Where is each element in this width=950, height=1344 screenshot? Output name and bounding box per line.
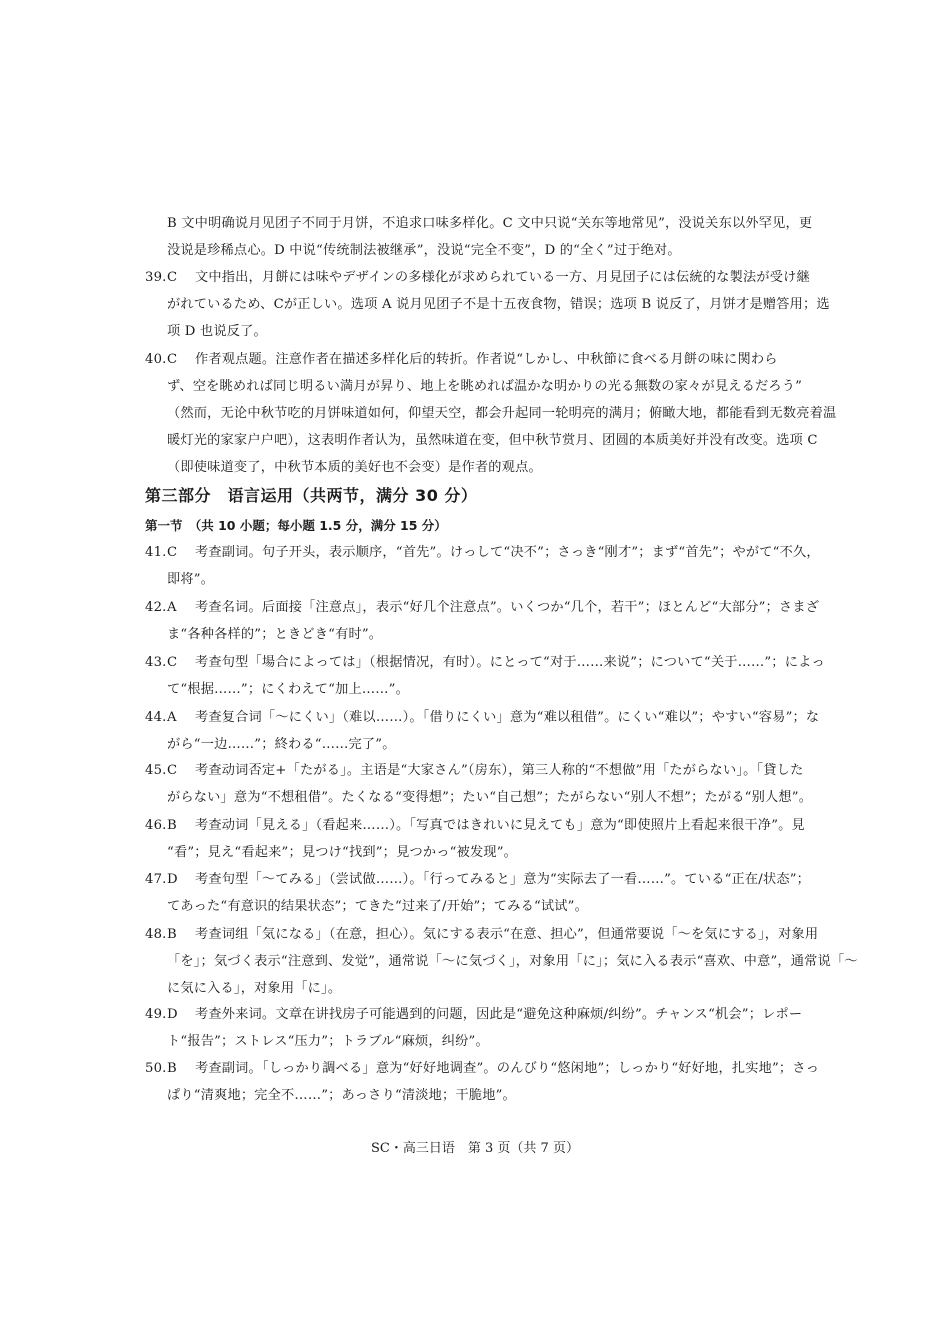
- answer-item-41: [145, 539, 820, 593]
- page-footer: SC・高三日语 第 3 页（共 7 页）: [371, 1141, 579, 1156]
- item-line: （即使味道变了，中秋节本质的美好也不会变）是作者的观点。: [167, 460, 542, 475]
- item-number: 43.: [145, 655, 167, 670]
- item-line: 考查动词否定+「たがる」。主语是“大家さん”（房东），第三人称的“不想做”用「たがらない」。「貸した: [195, 763, 804, 778]
- item-line: ぱり“清爽地；完全不……”；あっさり“清淡地；干脆地”。: [167, 1088, 516, 1103]
- item-number: 48.: [145, 927, 167, 942]
- item-line: 项 D 也说反了。: [167, 324, 267, 339]
- item-line: 作者观点题。注意作者在描述多样化后的转折。作者说“しかし、中秋節に食べる月餅の味に関わら: [195, 352, 778, 367]
- item-line: 考查复合词「～にくい」（难以……）。「借りにくい」意为“难以租借”。にくい“难以”；やすい“容易”；な: [195, 710, 820, 725]
- item-answer: B: [167, 1061, 177, 1076]
- item-line: （然而，无论中秋节吃的月饼味道如何，仰望天空，都会升起同一轮明亮的满月；俯瞰大地，都能看到无数亮着温: [167, 406, 837, 421]
- item-line: 考查句型「場合によっては」（根据情况，有时）。にとって“对于……来说”；について“关于……”；によっ: [195, 655, 825, 670]
- intro-line-2: 没说是珍稀点心。D 中说“传统制法被继承”，没说“完全不变”，D 的“全く”过于绝对。: [167, 243, 681, 258]
- item-number: 46.: [145, 818, 167, 833]
- section-heading: 第一节 （共 10 小题；每小题 1.5 分，满分 15 分）: [145, 518, 447, 533]
- item-number: 41.: [145, 545, 167, 560]
- answer-item-39: [145, 264, 830, 345]
- item-answer: C: [167, 763, 178, 778]
- item-line: 考查词组「気になる」（在意，担心）。気にする表示“在意、担心”，但通常要说「～を気にする」，对象用: [195, 927, 819, 942]
- item-number: 44.: [145, 710, 167, 725]
- answer-item-40: [145, 346, 837, 481]
- item-line: がら“一边……”；終わる“……完了”。: [167, 737, 396, 752]
- item-line: ま“各种各样的”；ときどき“有时”。: [167, 627, 383, 642]
- answer-item-49: [145, 1001, 815, 1055]
- item-line: 即将”。: [167, 572, 215, 587]
- item-answer: C: [167, 655, 178, 670]
- answer-item-42: [145, 594, 820, 648]
- answer-item-47: [145, 866, 815, 920]
- item-line: に気に入る」，对象用「に」。: [167, 981, 342, 996]
- item-number: 47.: [145, 872, 167, 887]
- item-answer: A: [167, 600, 177, 615]
- item-answer: C: [167, 352, 178, 367]
- item-answer: D: [167, 1007, 178, 1022]
- item-number: 50.: [145, 1061, 167, 1076]
- answer-item-44: [145, 704, 820, 758]
- item-line: 考查外来词。文章在讲找房子可能遇到的问题，因此是“避免这种麻烦/纠纷”。チャンス“机会”；レポー: [195, 1007, 803, 1022]
- answer-item-46: [145, 812, 815, 866]
- answer-item-48: [145, 921, 858, 1002]
- answer-item-43: [145, 649, 825, 703]
- item-line: “看”；見え“看起来”；見つけ“找到”；見つかっ“被发现”。: [167, 845, 518, 860]
- item-number: 45.: [145, 763, 167, 778]
- item-answer: B: [167, 927, 177, 942]
- item-answer: A: [167, 710, 177, 725]
- item-answer: B: [167, 818, 177, 833]
- item-line: 考查副词。「しっかり調べる」意为“好好地调查”。のんびり“悠闲地”；しっかり“好好地，扎实地”；さっ: [195, 1061, 820, 1076]
- item-number: 40.: [145, 352, 167, 367]
- item-line: ず、空を眺めれば同じ明るい満月が昇り、地上を眺めれば温かな明かりの光る無数の家々が見えるだろう”: [167, 379, 803, 394]
- item-line: 考查副词。句子开头，表示顺序，“首先”。けっして“决不”；さっき“刚才”；まず“首先”；やがて“不久，: [195, 545, 820, 560]
- item-number: 39.: [145, 270, 167, 285]
- item-line: がらない」意为“不想租借”。たくなる“变得想”；たい“自己想”；たがらない“别人不想”；たがる“别人想”。: [167, 790, 813, 805]
- item-answer: D: [167, 872, 178, 887]
- item-line: 文中指出，月餅には味やデザインの多様化が求められている一方、月見団子には伝統的な製法が受け継: [195, 270, 810, 285]
- item-answer: C: [167, 545, 178, 560]
- answer-item-45: [145, 757, 815, 811]
- item-line: 考查句型「～てみる」（尝试做……）。「行ってみると」意为“实际去了一看……”。ている“正在/状态”；: [195, 872, 811, 887]
- item-number: 49.: [145, 1007, 167, 1022]
- part-heading: 第三部分 语言运用（共两节，满分 30 分）: [145, 486, 478, 505]
- item-line: ト“报告”；ストレス“压力”；トラブル“麻烦，纠纷”。: [167, 1034, 489, 1049]
- answer-item-50: [145, 1055, 820, 1109]
- item-line: てあった“有意识的结果状态”；てきた“过来了/开始”；てみる“试试”。: [167, 899, 589, 914]
- item-line: がれているため、Cが正しい。选项 A 说月见团子不是十五夜食物，错误；选项 B 说反了，月饼才是赠答用；选: [167, 297, 830, 312]
- intro-line-1: B 文中明确说月见团子不同于月饼，不追求口味多样化。C 文中只说“关东等地常见”，没说关东以外罕见，更: [167, 216, 813, 231]
- item-line: 「を」；気づく表示“注意到、发觉”，通常说「～に気づく」，对象用「に」；気に入る表示“喜欢、中意”，通常说「～: [167, 954, 858, 969]
- item-line: 考查名词。后面接「注意点」，表示“好几个注意点”。いくつか“几个，若干”；ほとんど“大部分”；さまざ: [195, 600, 820, 615]
- intro-paragraph: [145, 210, 815, 264]
- item-line: て“根据……”；にくわえて“加上……”。: [167, 682, 409, 697]
- item-answer: C: [167, 270, 178, 285]
- item-line: 考查动词「見える」（看起来……）。「写真ではきれいに見えても」意为“即使照片上看起来很干净”。見: [195, 818, 805, 833]
- item-line: 暖灯光的家家户户吧），这表明作者认为，虽然味道在变，但中秋节赏月、团圆的本质美好并没有改变。选项 C: [167, 433, 818, 448]
- item-number: 42.: [145, 600, 167, 615]
